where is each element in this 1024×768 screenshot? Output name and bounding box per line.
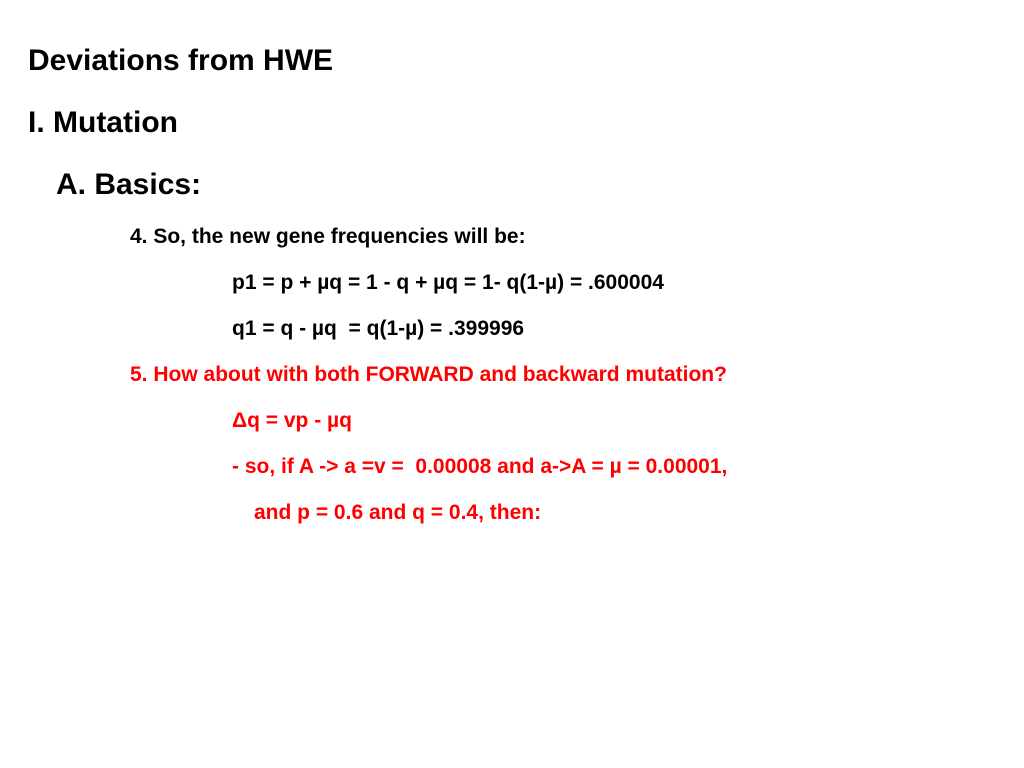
mutation-condition-continued: and p = 0.6 and q = 0.4, then:	[254, 501, 542, 524]
equation-delta-q: Δq = vp - µq	[232, 409, 352, 432]
mutation-condition: - so, if A -> a =v = 0.00008 and a->A = µ = 0.00001,	[232, 455, 728, 478]
item4-heading: 4. So, the new gene frequencies will be:	[130, 225, 526, 248]
section-heading: I. Mutation	[28, 106, 178, 139]
slide-title: Deviations from HWE	[28, 44, 334, 77]
equation-q1: q1 = q - µq = q(1-µ) = .399996	[232, 317, 525, 340]
equation-p1: p1 = p + µq = 1 - q + µq = 1- q(1-µ) = .600004	[232, 271, 664, 294]
subsection-heading: A. Basics:	[56, 168, 202, 201]
item5-heading: 5. How about with both FORWARD and backward mutation?	[130, 363, 727, 386]
